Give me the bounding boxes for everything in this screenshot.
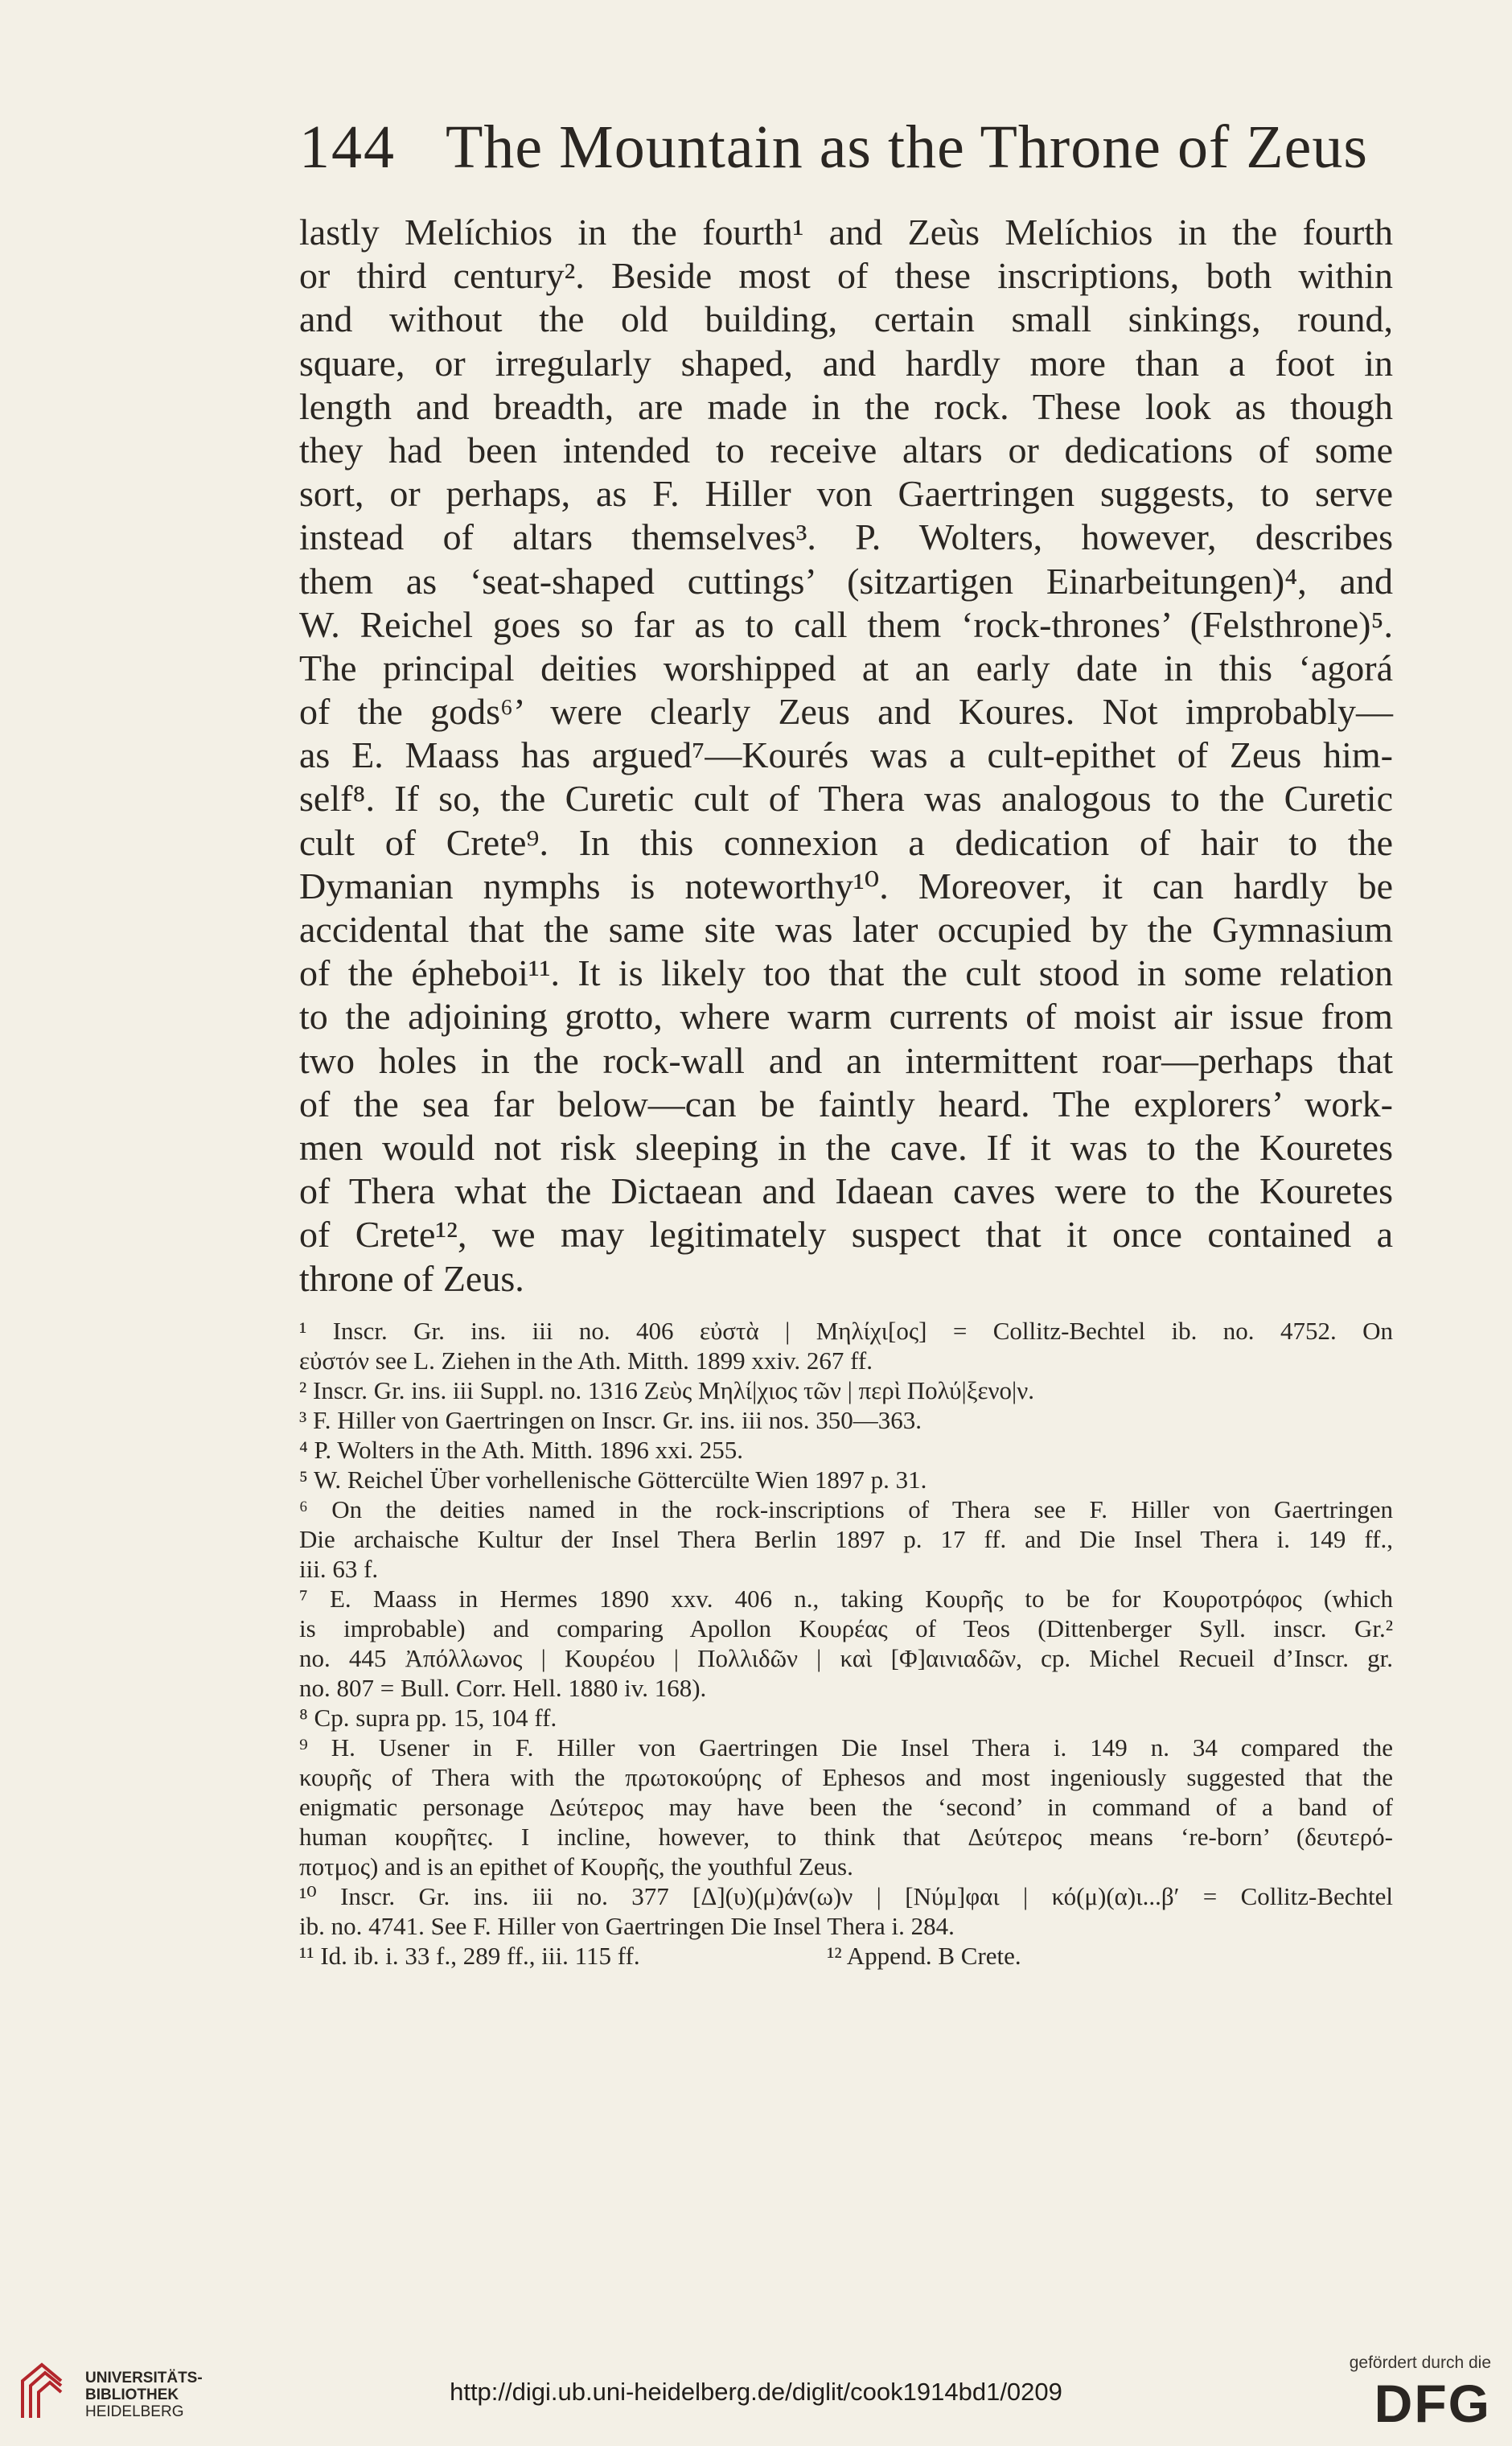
body-line: they had been intended to receive altars or dedications of some (299, 429, 1393, 471)
library-logo-icon (18, 2362, 66, 2421)
library-name-line: BIBLIOTHEK (85, 2386, 179, 2403)
body-line: of the épheboi¹¹. It is likely too that the cult stood in some relation (299, 952, 1393, 994)
footnote-line: ⁸ Cp. supra pp. 15, 104 ff. (299, 1704, 557, 1732)
footnote-line: ib. no. 4741. See F. Hiller von Gaertringen Die Insel Thera i. 284. (299, 1912, 955, 1940)
body-line: of the sea far below—can be faintly heard. The explorers’ work- (299, 1083, 1393, 1124)
body-line: throne of Zeus. (299, 1257, 524, 1299)
footnote-line: ποτμος) and is an epithet of Κουρῆς, the youthful Zeus. (299, 1852, 853, 1881)
body-line: The principal deities worshipped at an early date in this ‘agorá (299, 647, 1393, 689)
footnote-line: ⁹ H. Usener in F. Hiller von Gaertringen Die Insel Thera i. 149 n. 34 compared the (299, 1733, 1393, 1762)
body-line: them as ‘seat-shaped cuttings’ (sitzartigen Einarbeitungen)⁴, and (299, 560, 1393, 602)
body-line: and without the old building, certain small sinkings, round, (299, 298, 1393, 340)
body-line: cult of Crete⁹. In this connexion a dedication of hair to the (299, 821, 1393, 863)
body-line: accidental that the same site was later occupied by the Gymnasium (299, 909, 1393, 950)
sponsor-label: gefördert durch die (1349, 2354, 1491, 2372)
footnote-line: enigmatic personage Δεύτερος may have been the ‘second’ in command of a band of (299, 1793, 1393, 1821)
footnote-line: ³ F. Hiller von Gaertringen on Inscr. Gr. ins. iii nos. 350—363. (299, 1406, 922, 1434)
library-name-line: HEIDELBERG (85, 2403, 184, 2420)
body-line: of the gods⁶’ were clearly Zeus and Koures. Not improbably— (299, 691, 1393, 733)
footnote-line: ² Inscr. Gr. ins. iii Suppl. no. 1316 Ζεὺς Μηλί|χιος τῶν | περὶ Πολύ|ξενο|ν. (299, 1376, 1035, 1404)
body-line: of Thera what the Dictaean and Idaean caves were to the Kouretes (299, 1170, 1393, 1212)
permalink-url[interactable]: http://digi.ub.uni-heidelberg.de/diglit/cook1914bd1/0209 (450, 2378, 1062, 2406)
footnote-line: ⁵ W. Reichel Über vorhellenische Göttercülte Wien 1897 p. 31. (299, 1466, 927, 1494)
footnote-line: ⁴ P. Wolters in the Ath. Mitth. 1896 xxi. 255. (299, 1436, 743, 1464)
body-line: W. Reichel goes so far as to call them ‘rock-thrones’ (Felsthrone)⁵. (299, 603, 1393, 645)
body-text (299, 211, 1393, 1301)
body-line: lastly Melíchios in the fourth¹ and Zeùs Melíchios in the fourth (299, 212, 1393, 253)
footnote-line: ⁷ E. Maass in Hermes 1890 xxv. 406 n., taking Κουρῆς to be for Κουροτρόφος (which (299, 1585, 1393, 1613)
body-line: or third century². Beside most of these inscriptions, both within (299, 255, 1393, 297)
library-name-line: UNIVERSITÄTS- (85, 2370, 203, 2386)
footnotes (299, 1316, 1393, 1971)
footnote-line: εὐστόν see L. Ziehen in the Ath. Mitth. 1899 xxiv. 267 ff. (299, 1346, 873, 1375)
body-line: square, or irregularly shaped, and hardly more than a foot in (299, 342, 1393, 384)
footnote-line: Die archaische Kultur der Insel Thera Berlin 1897 p. 17 ff. and Die Insel Thera i. 149 ff., (299, 1525, 1393, 1553)
footnote-line: ⁶ On the deities named in the rock-inscriptions of Thera see F. Hiller von Gaertringen (299, 1495, 1393, 1523)
page-number: 144 (299, 113, 396, 181)
body-line: self⁸. If so, the Curetic cult of Thera was analogous to the Curetic (299, 778, 1393, 820)
footnote-line: is improbable) and comparing Apollon Κουρέας of Teos (Dittenberger Syll. inscr. Gr.² (299, 1614, 1393, 1642)
body-line: of Crete¹², we may legitimately suspect that it once contained a (299, 1214, 1393, 1256)
body-line: length and breadth, are made in the rock. These look as though (299, 385, 1393, 427)
footnote-line: no. 807 = Bull. Corr. Hell. 1880 iv. 168). (299, 1674, 707, 1702)
footnote-line: ¹ Inscr. Gr. ins. iii no. 406 εὐστὰ | Μηλίχι[ος] = Collitz-Bechtel ib. no. 4752. On (299, 1317, 1393, 1345)
body-line: instead of altars themselves³. P. Wolters, however, describes (299, 516, 1393, 558)
footnote-line: κουρῆς of Thera with the πρωτοκούρης of Ephesos and most ingeniously suggested that the (299, 1763, 1393, 1791)
body-line: Dymanian nymphs is noteworthy¹⁰. Moreover, it can hardly be (299, 865, 1393, 906)
footnote-line: ¹¹ Id. ib. i. 33 f., 289 ff., iii. 115 ff. ¹² Append. B Crete. (299, 1942, 1021, 1970)
body-line: sort, or perhaps, as F. Hiller von Gaertringen suggests, to serve (299, 473, 1393, 515)
footnote-line: human κουρῆτες. I incline, however, to think that Δεύτερος means ‘re-born’ (δευτερό- (299, 1823, 1393, 1851)
footnote-line: ¹⁰ Inscr. Gr. ins. iii no. 377 [Δ](υ)(μ)άν(ω)ν | [Νύμ]φαι | κό(μ)(α)ι...β′ = Collitz-Bechtel (299, 1882, 1393, 1910)
body-line: as E. Maass has argued⁷—Kourés was a cult-epithet of Zeus him- (299, 734, 1393, 776)
page-header (299, 113, 1393, 193)
body-line: men would not risk sleeping in the cave. If it was to the Kouretes (299, 1126, 1393, 1168)
body-line: to the adjoining grotto, where warm currents of moist air issue from (299, 996, 1393, 1038)
footnote-line: iii. 63 f. (299, 1555, 379, 1583)
sponsor-block (1330, 2354, 1491, 2434)
running-title: The Mountain as the Throne of Zeus (446, 113, 1368, 181)
footnote-line: no. 445 Ἀπόλλωνος | Κουρέου | Πολλιδῶν | καὶ [Φ]αινιαδῶν, cp. Michel Recueil d’Inscr. gr. (299, 1644, 1393, 1672)
footer-bar (0, 2333, 1512, 2446)
library-name (85, 2370, 203, 2420)
body-line: two holes in the rock-wall and an intermittent roar—perhaps that (299, 1039, 1393, 1081)
dfg-logo: DFG (1374, 2374, 1491, 2433)
